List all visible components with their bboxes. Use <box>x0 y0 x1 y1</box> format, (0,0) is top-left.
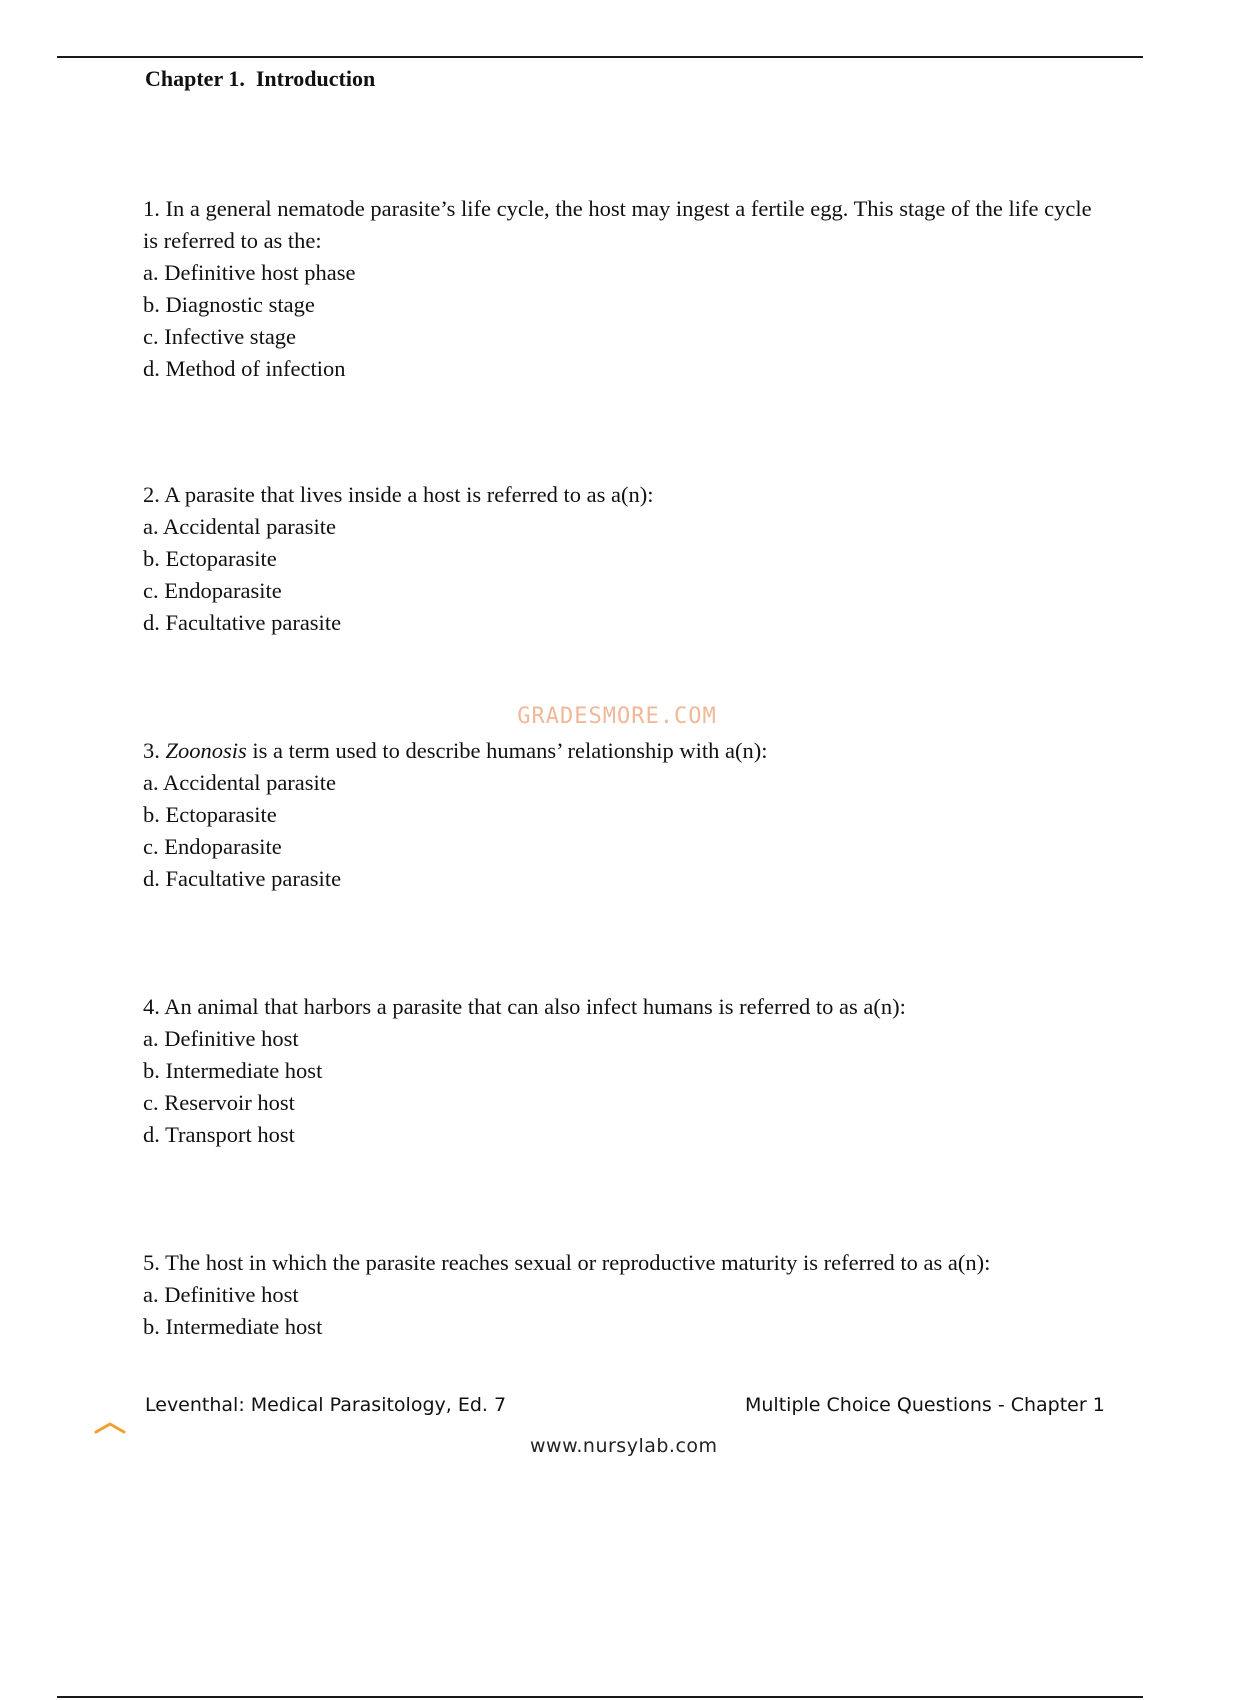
option-a: a. Definitive host <box>143 1026 299 1051</box>
question-stem: 1. In a general nematode parasite’s life cycle, the host may ingest a fertile egg. This stage of the life cycle is referred to as the: <box>143 196 1092 253</box>
chevron-up-icon <box>93 1420 127 1434</box>
zoonosis-term: Zoonosis <box>165 738 247 763</box>
question-stem <box>143 735 1093 767</box>
option-d: d. Facultative parasite <box>143 866 342 891</box>
option-d: d. Facultative parasite <box>143 610 342 635</box>
option-b: b. Intermediate host <box>143 1314 323 1339</box>
watermark: GRADESMORE.COM <box>517 704 717 729</box>
answer-options <box>143 1279 1093 1343</box>
chapter-title: Chapter 1. Introduction <box>145 66 376 91</box>
question-3 <box>143 735 1093 895</box>
option-d: d. Method of infection <box>143 356 346 381</box>
option-a: a. Accidental parasite <box>143 514 337 539</box>
option-a: a. Definitive host phase <box>143 260 356 285</box>
option-c: c. Infective stage <box>143 324 297 349</box>
option-b: b. Intermediate host <box>143 1058 323 1083</box>
footer-cut-line-text: www.nursylab.com <box>530 1435 718 1457</box>
question-4 <box>143 991 1093 1151</box>
answer-options <box>143 257 1093 385</box>
answer-options <box>143 511 1093 639</box>
option-b: b. Ectoparasite <box>143 802 277 827</box>
question-stem: 2. A parasite that lives inside a host is referred to as a(n): <box>143 482 654 507</box>
option-b: b. Diagnostic stage <box>143 292 315 317</box>
question-stem: 4. An animal that harbors a parasite that can also infect humans is referred to as a(n): <box>143 994 906 1019</box>
question-stem: 5. The host in which the parasite reaches sexual or reproductive maturity is referred to as a(n): <box>143 1250 991 1275</box>
footer-book-title: Leventhal: Medical Parasitology, Ed. 7 <box>145 1394 507 1416</box>
top-rule <box>57 56 1143 58</box>
bottom-rule <box>57 1696 1143 1698</box>
option-c: c. Reservoir host <box>143 1090 295 1115</box>
footer-section-title: Multiple Choice Questions - Chapter 1 <box>745 1394 1105 1416</box>
footer-cut-line <box>530 1435 718 1457</box>
option-a: a. Accidental parasite <box>143 770 337 795</box>
option-a: a. Definitive host <box>143 1282 299 1307</box>
option-c: c. Endoparasite <box>143 578 282 603</box>
question-2 <box>143 479 1093 639</box>
question-1 <box>143 193 1093 385</box>
option-d: d. Transport host <box>143 1122 295 1147</box>
answer-options <box>143 767 1093 895</box>
answer-options <box>143 1023 1093 1151</box>
option-c: c. Endoparasite <box>143 834 282 859</box>
question-number: 3. <box>143 738 166 763</box>
option-b: b. Ectoparasite <box>143 546 277 571</box>
question-stem-rest: is a term used to describe humans’ relationship with a(n): <box>246 738 768 763</box>
question-5 <box>143 1247 1093 1343</box>
